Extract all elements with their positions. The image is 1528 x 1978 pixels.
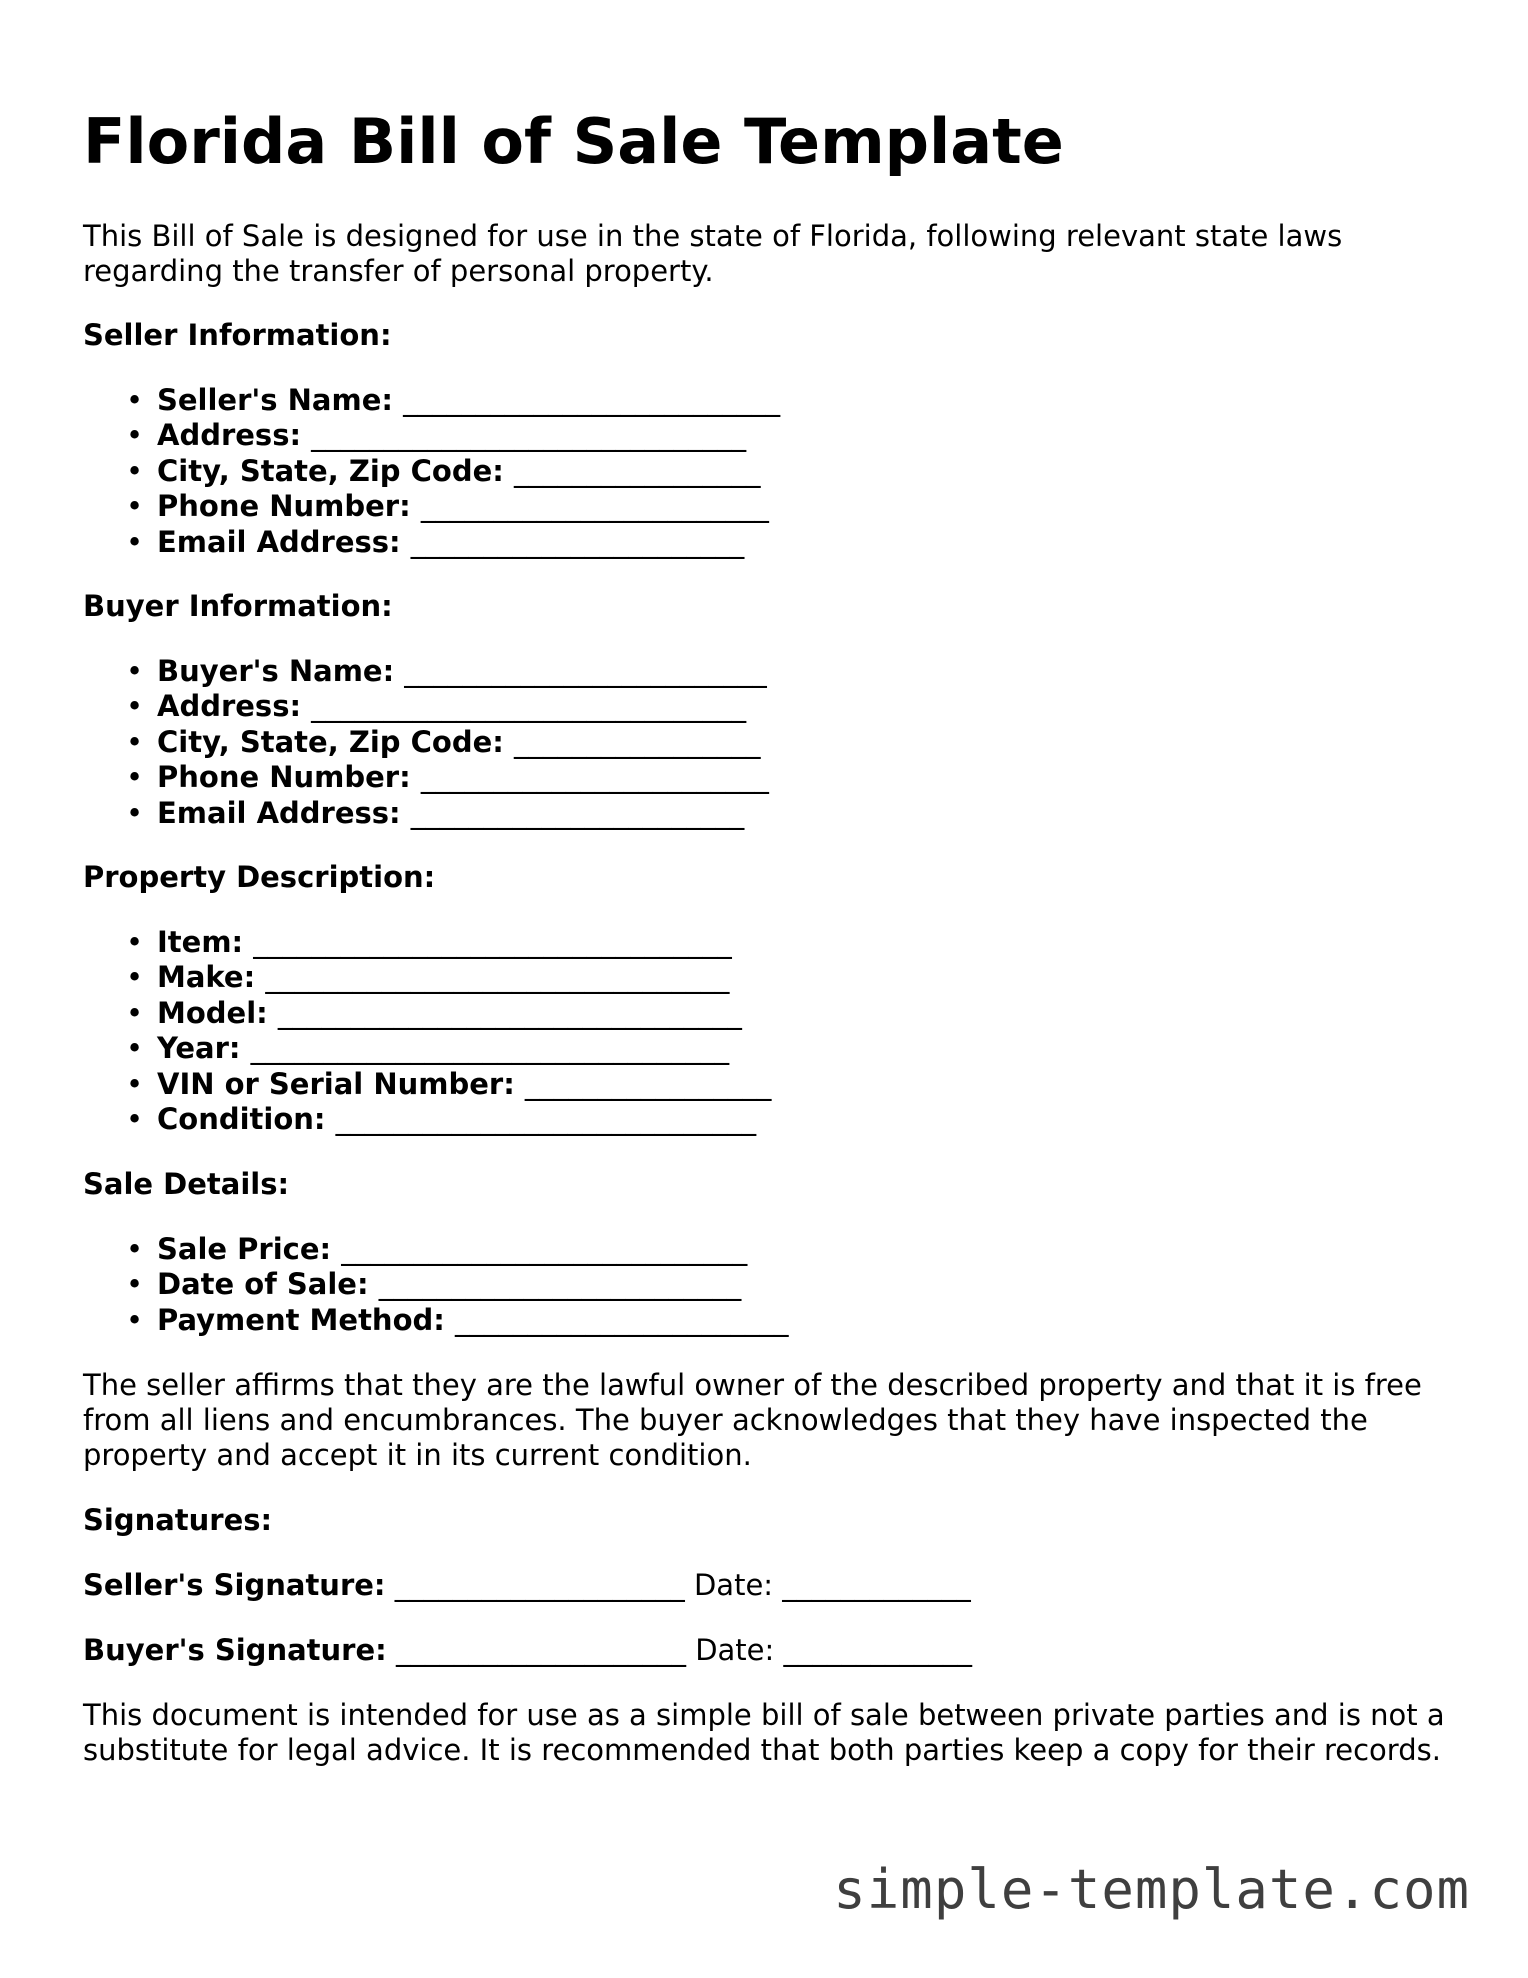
buyer-name-field[interactable]: • Buyer's Name: _________________________	[126, 654, 767, 688]
payment-method-field[interactable]: • Payment Method: _______________________	[126, 1302, 789, 1337]
buyer-field-list	[83, 654, 769, 831]
seller-email-field[interactable]: • Email Address: _______________________	[126, 524, 745, 559]
property-model-field[interactable]: • Model: ________________________________	[126, 995, 742, 1030]
buyer-city-state-zip-field[interactable]: • City, State, Zip Code: _________________	[126, 724, 761, 759]
property-vin-field[interactable]: • VIN or Serial Number: _________________	[126, 1066, 772, 1101]
sale-section-heading: Sale Details:	[83, 1167, 290, 1201]
seller-signature-blank: ____________________	[394, 1568, 685, 1602]
buyer-signature-line[interactable]	[83, 1633, 972, 1668]
buyer-date-blank: _____________	[783, 1633, 972, 1667]
page-title: Florida Bill of Sale Template	[83, 105, 1064, 178]
property-condition-field[interactable]: • Condition: _____________________________	[126, 1101, 757, 1136]
disclaimer-paragraph: This document is intended for use as a simple bill of sale between private parties and is not a substitute for legal advice. It is recommended that both parties keep a copy for their records.	[83, 1698, 1445, 1767]
sale-price-field[interactable]: • Sale Price: ____________________________	[126, 1232, 748, 1266]
seller-city-state-zip-field[interactable]: • City, State, Zip Code: _________________	[126, 453, 761, 488]
seller-signature-line[interactable]	[83, 1568, 971, 1603]
seller-date-label: Date:	[693, 1568, 774, 1602]
property-field-list	[83, 925, 771, 1137]
site-watermark: simple-template.com	[833, 1858, 1470, 1921]
intro-paragraph: This Bill of Sale is designed for use in the state of Florida, following relevant state laws regarding the transfer of personal property.	[83, 219, 1343, 288]
seller-date-blank: _____________	[782, 1568, 971, 1602]
buyer-address-field[interactable]: • Address: ______________________________	[126, 689, 747, 724]
buyer-date-label: Date:	[695, 1633, 775, 1667]
buyer-phone-field[interactable]: • Phone Number: ________________________	[126, 760, 769, 795]
buyer-signature-blank: ____________________	[395, 1633, 686, 1667]
buyer-email-field[interactable]: • Email Address: _______________________	[126, 795, 745, 830]
property-year-field[interactable]: • Year: _________________________________	[126, 1031, 730, 1066]
seller-field-list	[83, 383, 780, 560]
seller-phone-field[interactable]: • Phone Number: ________________________	[126, 489, 769, 524]
sale-field-list	[83, 1232, 788, 1338]
affirmation-paragraph: The seller affirms that they are the lawful owner of the described property and that it is free from all liens and encumbrances. The buyer acknowledges that they have inspected the property and accept it in its current condition.	[83, 1368, 1422, 1472]
buyer-section-heading: Buyer Information:	[83, 589, 393, 623]
buyer-signature-label: Buyer's Signature:	[83, 1633, 387, 1667]
property-make-field[interactable]: • Make: ________________________________	[126, 960, 730, 995]
sale-date-field[interactable]: • Date of Sale: _________________________	[126, 1267, 742, 1302]
signatures-heading: Signatures:	[83, 1503, 273, 1537]
seller-name-field[interactable]: • Seller's Name: __________________________	[126, 383, 781, 417]
seller-section-heading: Seller Information:	[83, 318, 392, 352]
property-section-heading: Property Description:	[83, 860, 436, 894]
seller-signature-label: Seller's Signature:	[83, 1568, 386, 1602]
seller-address-field[interactable]: • Address: ______________________________	[126, 418, 747, 453]
property-item-field[interactable]: • Item: _________________________________	[126, 925, 732, 959]
